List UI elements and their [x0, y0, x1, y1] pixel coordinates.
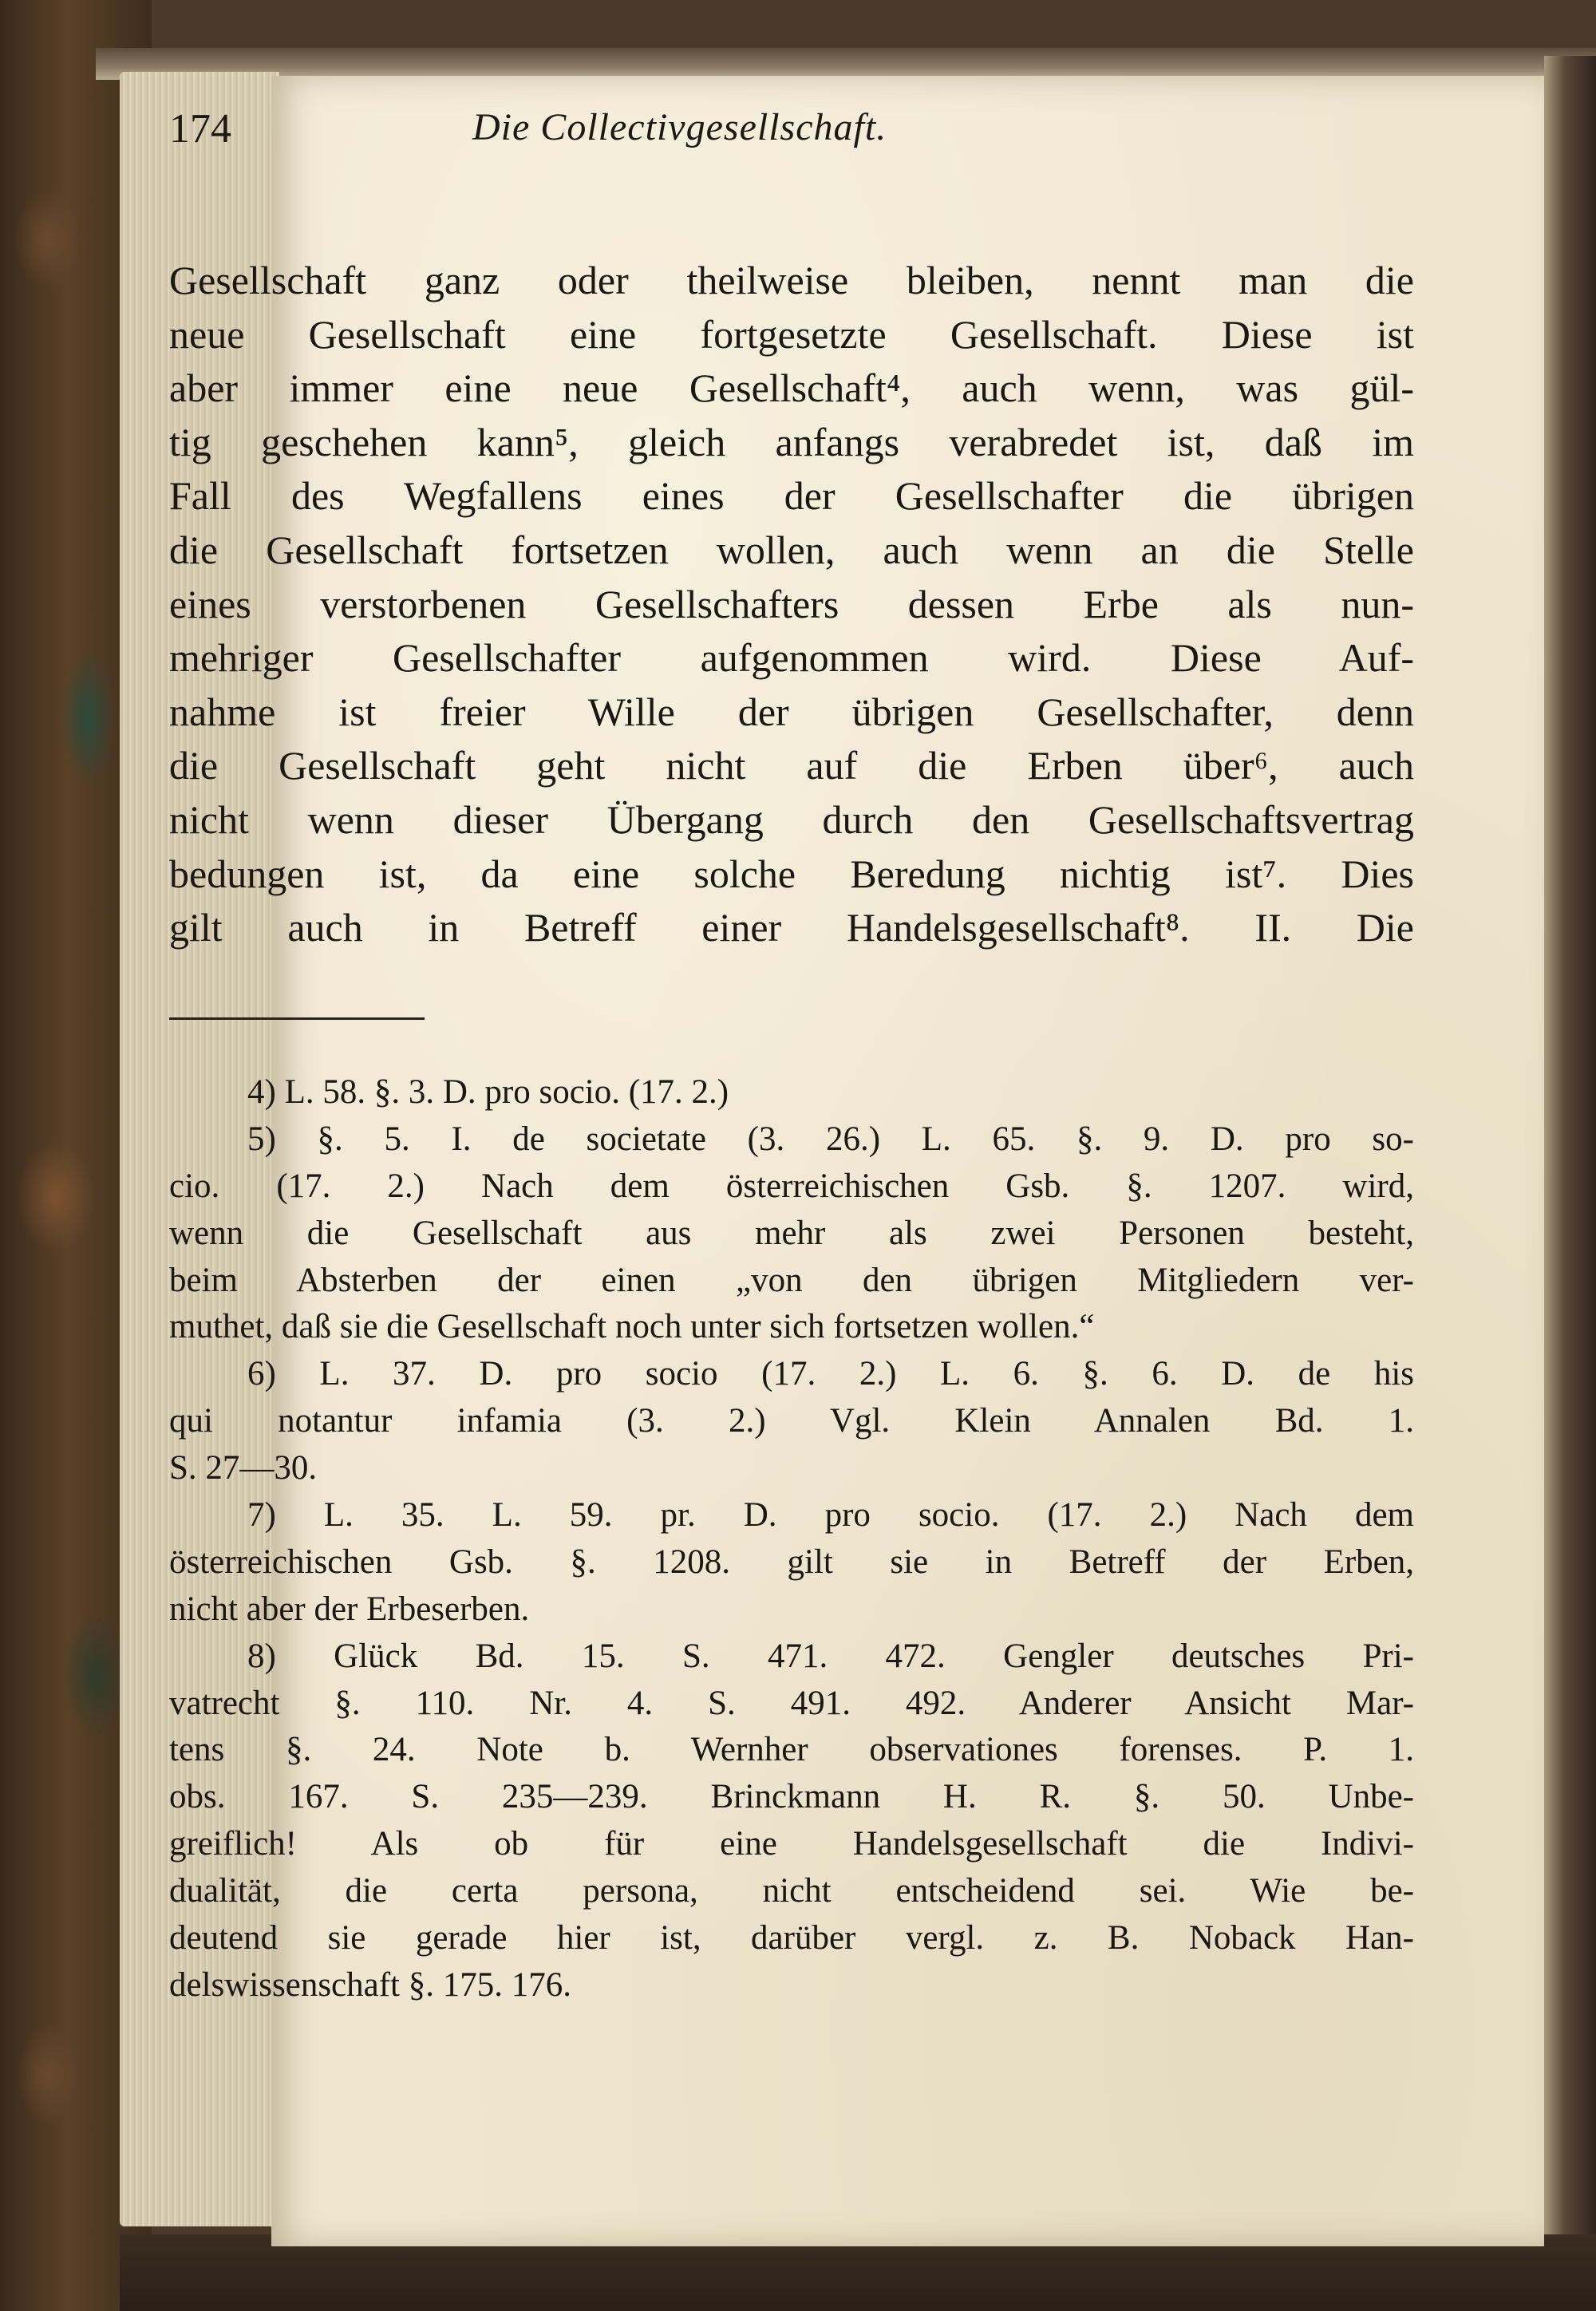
- footnote-line: S. 27—30.: [169, 1449, 318, 1487]
- footnote-line: 6) L. 37. D. pro socio (17. 2.) L. 6. §. 6. D. de his: [247, 1355, 1414, 1393]
- footnote-line: greiflich! Als ob für eine Handelsgesellschaft die Indivi-: [169, 1825, 1414, 1863]
- text-line: neue Gesellschaft eine fortgesetzte Gesellschaft. Diese ist: [169, 311, 1414, 357]
- footnote-rule: [169, 1017, 425, 1020]
- page-number: 174: [169, 106, 231, 152]
- footnote-line: muthet, daß sie die Gesellschaft noch unter sich fortsetzen wollen.“: [169, 1308, 1095, 1346]
- text-line: tig geschehen kann⁵, gleich anfangs verabredet ist, daß im: [169, 419, 1414, 464]
- footnote-line: dualität, die certa persona, nicht entscheidend sei. Wie be-: [169, 1872, 1414, 1910]
- footnote-line: 7) L. 35. L. 59. pr. D. pro socio. (17. 2.) Nach dem: [247, 1496, 1414, 1535]
- text-line: eines verstorbenen Gesellschafters dessen Erbe als nun-: [169, 581, 1414, 626]
- footnote-line: deutend sie gerade hier ist, darüber vergl. z. B. Noback Han-: [169, 1919, 1414, 1957]
- running-head: Die Collectivgesellschaft.: [472, 106, 887, 148]
- footnote-line: wenn die Gesellschaft aus mehr als zwei Personen besteht,: [169, 1214, 1414, 1252]
- footnote-line: tens §. 24. Note b. Wernher observationes forenses. P. 1.: [169, 1731, 1414, 1769]
- footnote-line: 8) Glück Bd. 15. S. 471. 472. Gengler deutsches Pri-: [247, 1637, 1414, 1675]
- footnote-line: 5) §. 5. I. de societate (3. 26.) L. 65. §. 9. D. pro so-: [247, 1120, 1414, 1158]
- text-line: die Gesellschaft geht nicht auf die Erben über⁶, auch: [169, 743, 1414, 788]
- text-line: bedungen ist, da eine solche Beredung nichtig ist⁷. Dies: [169, 851, 1414, 896]
- footnotes: [169, 1069, 1414, 2009]
- footnote-line: qui notantur infamia (3. 2.) Vgl. Klein Annalen Bd. 1.: [169, 1402, 1414, 1440]
- text-line: nahme ist freier Wille der übrigen Gesellschafter, denn: [169, 689, 1414, 734]
- footnote-line: obs. 167. S. 235—239. Brinckmann H. R. §. 50. Unbe-: [169, 1778, 1414, 1816]
- text-line: die Gesellschaft fortsetzen wollen, auch wenn an die Stelle: [169, 527, 1414, 572]
- footnote-line: nicht aber der Erbeserben.: [169, 1590, 530, 1628]
- footnote-line: 4) L. 58. §. 3. D. pro socio. (17. 2.): [247, 1073, 729, 1111]
- text-line: aber immer eine neue Gesellschaft⁴, auch wenn, was gül-: [169, 365, 1414, 411]
- footnote-line: österreichischen Gsb. §. 1208. gilt sie in Betreff der Erben,: [169, 1543, 1414, 1581]
- text-line: nicht wenn dieser Übergang durch den Gesellschaftsvertrag: [169, 796, 1414, 842]
- facing-page-edge: [1544, 56, 1596, 2290]
- footnote-line: cio. (17. 2.) Nach dem österreichischen Gsb. §. 1207. wird,: [169, 1167, 1414, 1205]
- footnote-line: vatrecht §. 110. Nr. 4. S. 491. 492. Anderer Ansicht Mar-: [169, 1684, 1414, 1722]
- text-line: gilt auch in Betreff einer Handelsgesellschaft⁸. II. Die: [169, 905, 1414, 950]
- main-text: [169, 254, 1414, 955]
- text-line: Gesellschaft ganz oder theilweise bleiben, nennt man die: [169, 258, 1414, 302]
- text-line: Fall des Wegfallens eines der Gesellschafter die übrigen: [169, 473, 1414, 519]
- page-header: [169, 105, 1414, 169]
- book-top-edge: [96, 48, 1596, 80]
- text-line: mehriger Gesellschafter aufgenommen wird. Diese Auf-: [169, 635, 1414, 681]
- footnote-line: beim Absterben der einen „von den übrigen Mitgliedern ver-: [169, 1261, 1414, 1299]
- footnote-line: delswissenschaft §. 175. 176.: [169, 1965, 571, 2004]
